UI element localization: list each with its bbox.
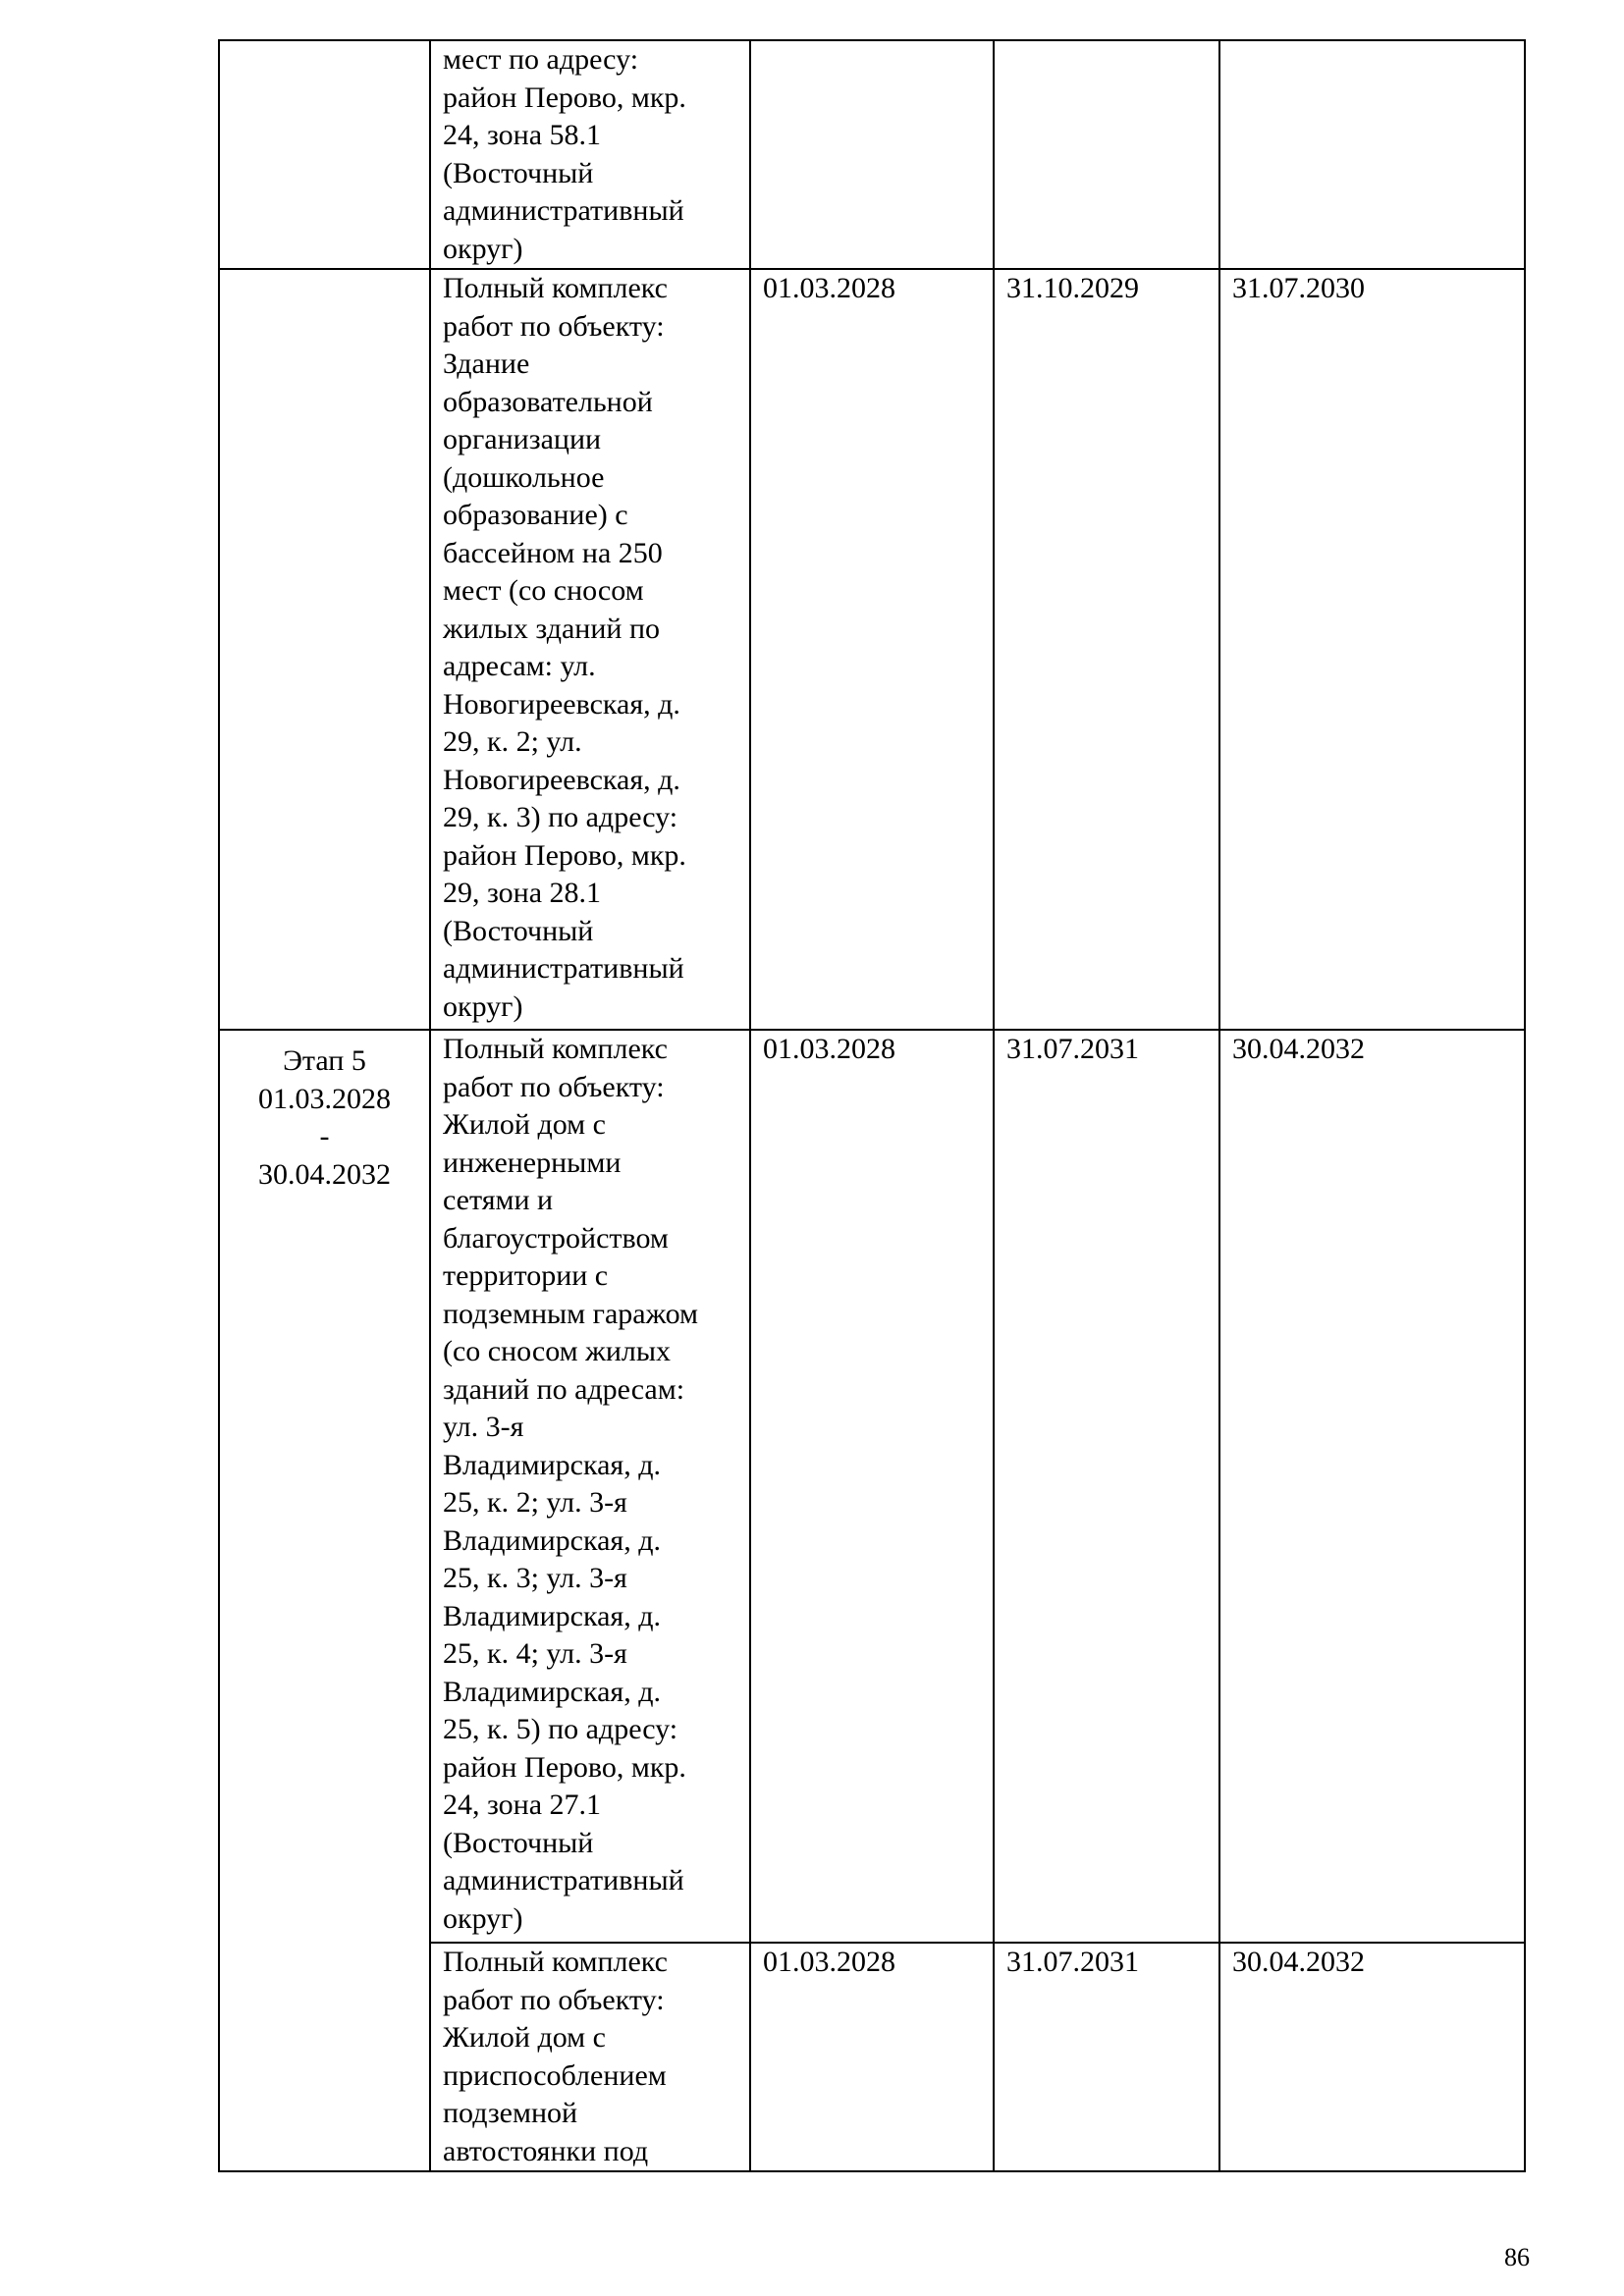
description-line: бассейном на 250 <box>443 536 663 569</box>
table-row <box>219 40 1525 269</box>
description-line: Жилой дом с <box>443 1108 606 1141</box>
stage-cell <box>219 1030 430 2171</box>
description-line: 24, зона 58.1 <box>443 119 602 151</box>
description-line: сетями и <box>443 1184 554 1216</box>
description-line: 25, к. 2; ул. 3-я <box>443 1486 627 1519</box>
final-date-cell: 30.04.2032 <box>1219 1943 1525 2171</box>
description-line: район Перово, мкр. <box>443 838 686 872</box>
stage-line: Этап 5 <box>283 1044 366 1077</box>
end-date-cell: 31.07.2031 <box>994 1030 1219 1943</box>
description-line: район Перово, мкр. <box>443 1750 686 1784</box>
description-line: благоустройством <box>443 1221 669 1255</box>
description-line: образовательной <box>443 385 653 418</box>
description-line: район Перово, мкр. <box>443 80 686 114</box>
description-line: (Восточный <box>443 1826 594 1859</box>
end-date-cell <box>994 40 1219 269</box>
stage-line: 30.04.2032 <box>258 1157 391 1191</box>
description-line: округ) <box>443 232 523 265</box>
description-line: Здание <box>443 347 530 380</box>
description-line: инженерными <box>443 1146 622 1179</box>
description-line: Владимирская, д. <box>443 1523 661 1557</box>
description-line: 29, к. 3) по адресу: <box>443 801 678 833</box>
description-line: (со сносом жилых <box>443 1335 672 1367</box>
description-line: 29, к. 2; ул. <box>443 725 582 758</box>
page-number: 86 <box>1504 2243 1530 2271</box>
description-cell <box>430 269 750 1030</box>
description-line: подземным гаражом <box>443 1297 698 1330</box>
start-date-cell: 01.03.2028 <box>750 1030 994 1943</box>
schedule-table <box>218 39 1526 2172</box>
stage-line: 01.03.2028 <box>258 1082 391 1115</box>
description-line: автостоянки под <box>443 2134 649 2167</box>
description-cell <box>430 40 750 269</box>
description-line: работ по объекту: <box>443 309 665 343</box>
start-date-cell: 01.03.2028 <box>750 1943 994 2171</box>
stage-line: - <box>319 1120 330 1152</box>
description-line: административный <box>443 1864 684 1896</box>
description-line: жилых зданий по <box>443 612 661 645</box>
description-line: округ) <box>443 1901 523 1935</box>
description-line: Новогиреевская, д. <box>443 763 680 796</box>
description-line: адресам: ул. <box>443 650 596 682</box>
description-line: Владимирская, д. <box>443 1675 661 1708</box>
description-cell <box>430 1943 750 2171</box>
description-line: 25, к. 5) по адресу: <box>443 1713 678 1745</box>
stage-cell <box>219 40 430 269</box>
start-date-cell <box>750 40 994 269</box>
description-line: 29, зона 28.1 <box>443 877 602 909</box>
end-date-cell: 31.10.2029 <box>994 269 1219 1030</box>
description-line: зданий по адресам: <box>443 1372 685 1406</box>
final-date-cell: 31.07.2030 <box>1219 269 1525 1030</box>
table-row <box>219 1030 1525 1943</box>
description-line: Полный комплекс <box>443 1033 668 1065</box>
description-line: (Восточный <box>443 914 594 947</box>
description-line: 25, к. 3; ул. 3-я <box>443 1562 627 1594</box>
description-line: (Восточный <box>443 156 594 189</box>
description-line: Новогиреевская, д. <box>443 687 680 721</box>
final-date-cell <box>1219 40 1525 269</box>
description-line: 24, зона 27.1 <box>443 1789 602 1821</box>
description-line: (дошкольное <box>443 460 605 494</box>
description-line: Полный комплекс <box>443 1946 668 1978</box>
description-line: Полный комплекс <box>443 272 668 304</box>
description-line: мест (со сносом <box>443 574 644 607</box>
description-line: административный <box>443 194 684 227</box>
start-date-cell: 01.03.2028 <box>750 269 994 1030</box>
description-line: мест по адресу: <box>443 43 639 76</box>
description-line: Владимирская, д. <box>443 1448 661 1481</box>
final-date-cell: 30.04.2032 <box>1219 1030 1525 1943</box>
end-date-cell: 31.07.2031 <box>994 1943 1219 2171</box>
description-line: административный <box>443 952 684 985</box>
description-line: работ по объекту: <box>443 1983 665 2016</box>
stage-cell <box>219 269 430 1030</box>
description-line: организации <box>443 423 602 455</box>
description-line: приспособлением <box>443 2058 667 2092</box>
description-line: Жилой дом с <box>443 2021 606 2054</box>
description-line: Владимирская, д. <box>443 1599 661 1632</box>
description-line: работ по объекту: <box>443 1070 665 1103</box>
description-line: подземной <box>443 2097 578 2129</box>
description-cell <box>430 1030 750 1943</box>
description-line: округ) <box>443 989 523 1023</box>
table-row <box>219 269 1525 1030</box>
description-line: образование) с <box>443 499 628 531</box>
description-line: ул. 3-я <box>443 1411 524 1443</box>
description-line: территории с <box>443 1259 609 1292</box>
description-line: 25, к. 4; ул. 3-я <box>443 1637 627 1670</box>
